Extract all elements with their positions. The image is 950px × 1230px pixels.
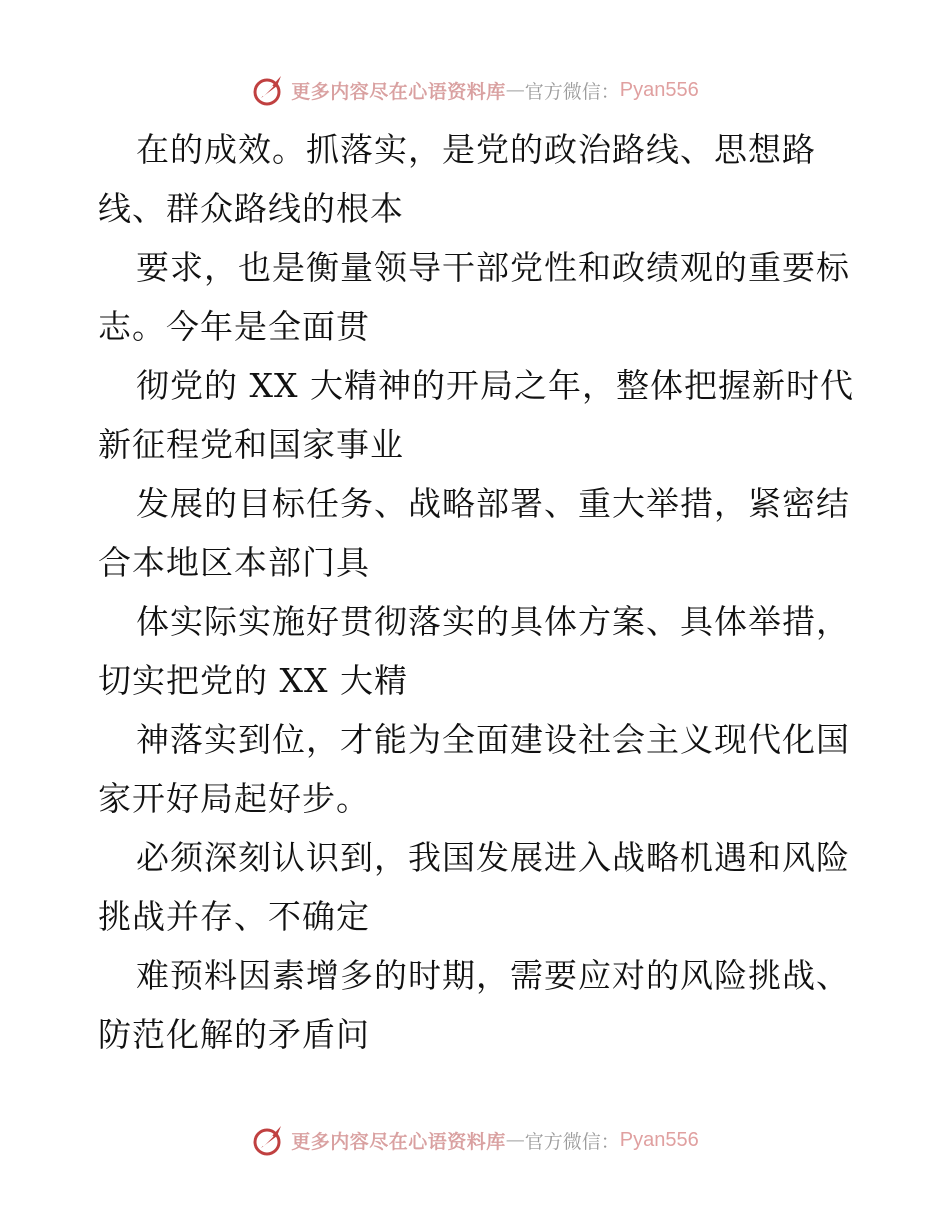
paragraph-continuation-line: 新征程党和国家事业: [98, 425, 404, 464]
paragraph: [98, 474, 858, 592]
document-body: [98, 120, 858, 1064]
paragraph-continuation-line: 防范化解的矛盾问: [98, 1015, 370, 1054]
banner-wechat-label: 官方微信：: [524, 1130, 620, 1153]
quill-circle-icon: [251, 1122, 287, 1158]
paragraph: [98, 710, 858, 828]
footer-banner: [0, 1120, 950, 1160]
paragraph: [98, 946, 858, 1064]
header-banner: [0, 70, 950, 110]
paragraph-continuation-line: 挑战并存、不确定: [98, 897, 370, 936]
paragraph-first-line: 要求，也是衡量领导干部党性和政绩观的重要标: [136, 248, 850, 287]
paragraph-continuation-line: 线、群众路线的根本: [98, 189, 404, 228]
banner-text: 更多内容尽在心语资料库: [291, 1130, 506, 1153]
banner-wechat-id: Pyan556: [619, 1128, 699, 1151]
paragraph: [98, 356, 858, 474]
paragraph-first-line: 在的成效。抓落实，是党的政治路线、思想路: [136, 130, 816, 169]
paragraph-continuation-line: 切实把党的 XX 大精: [98, 661, 408, 700]
paragraph-first-line: 发展的目标任务、战略部署、重大举措，紧密结: [136, 484, 850, 523]
paragraph-continuation-line: 合本地区本部门具: [98, 543, 370, 582]
paragraph-continuation-line: 志。今年是全面贯: [98, 307, 370, 346]
paragraph-first-line: 必须深刻认识到，我国发展进入战略机遇和风险: [136, 838, 850, 877]
paragraph-first-line: 彻党的 XX 大精神的开局之年，整体把握新时代: [136, 366, 854, 405]
paragraph-first-line: 神落实到位，才能为全面建设社会主义现代化国: [136, 720, 850, 759]
paragraph: [98, 592, 858, 710]
banner-wechat-id: Pyan556: [619, 78, 699, 101]
banner-text: 更多内容尽在心语资料库: [291, 80, 506, 103]
banner-wechat-label: 官方微信：: [524, 80, 620, 103]
banner-separator: —: [505, 79, 525, 101]
paragraph-continuation-line: 家开好局起好步。: [98, 779, 370, 818]
paragraph: [98, 238, 858, 356]
paragraph-first-line: 体实际实施好贯彻落实的具体方案、具体举措，: [136, 602, 850, 641]
paragraph: [98, 828, 858, 946]
paragraph-first-line: 难预料因素增多的时期，需要应对的风险挑战、: [136, 956, 850, 995]
banner-separator: —: [505, 1129, 525, 1151]
paragraph: [98, 120, 858, 238]
quill-circle-icon: [251, 72, 287, 108]
